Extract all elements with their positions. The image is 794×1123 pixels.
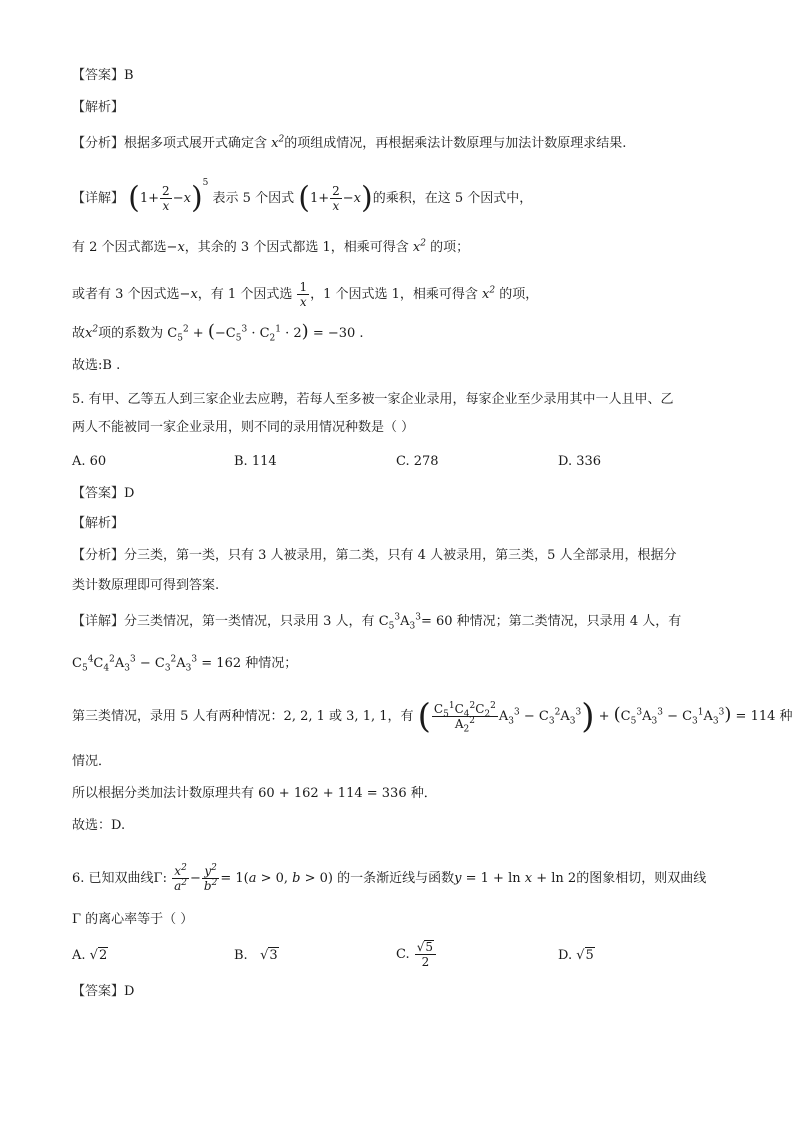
q5-stem-line1 bbox=[72, 390, 674, 410]
answer-value: D bbox=[124, 486, 135, 501]
q6-answer-line bbox=[72, 982, 134, 1002]
xj-4: 情况． bbox=[72, 754, 112, 769]
q6-option-a bbox=[72, 946, 108, 966]
math-sqrt5: √5 bbox=[576, 948, 594, 963]
q4-answer-line bbox=[72, 66, 134, 86]
math-sqrt2: √2 bbox=[89, 948, 108, 963]
q5-option-b: B. 114 bbox=[234, 454, 277, 469]
q5-option-a: A. 60 bbox=[72, 454, 107, 469]
line4-a: 故 bbox=[72, 326, 86, 341]
line4-c: = −30 . bbox=[312, 326, 364, 341]
q5-xiangjie-line3 bbox=[72, 696, 793, 737]
xj-3c: ，有 bbox=[387, 709, 414, 724]
math-x2: $x^2$ bbox=[267, 134, 285, 151]
math-sqrt5-over-2: $\frac{√5}{2}$ bbox=[415, 940, 436, 969]
math-coefficient-expr: $C_5^2 + (-C_5^3 \cdot C_2^1 \cdot 2)$ bbox=[167, 321, 309, 344]
fenxi-text2: 的项组成情况，再根据乘法计数原理与加法计数原理求结果. bbox=[284, 136, 627, 151]
math-x2: $x^2$ bbox=[477, 285, 496, 302]
xj-3a: 第三类情况，录用 5 人有两种情况： bbox=[72, 709, 284, 724]
option-letter: B. bbox=[234, 948, 248, 963]
answer-label: 【答案】 bbox=[72, 486, 125, 501]
fenxi-text2: 类计数原理即可得到答案. bbox=[72, 578, 220, 593]
fenxi-text1: 分三类，第一类，只有 3 人被录用，第二类，只有 4 人被录用，第三类，5 人全部录用，根据分 bbox=[124, 548, 677, 563]
xj-2b: = 162 种情况； bbox=[201, 656, 298, 671]
analysis-label: 【解析】 bbox=[72, 516, 125, 531]
math-c53a33: $C_5^3A_3^3$ bbox=[378, 612, 421, 632]
xj-1b: = 60 种情况；第二类情况，只录用 4 人，有 bbox=[420, 614, 682, 629]
line3-d: 的项， bbox=[499, 287, 539, 302]
q6-stem1c: 的图象相切，则双曲线 bbox=[576, 871, 707, 886]
q5-stem-line2 bbox=[72, 418, 414, 438]
q6-stem-line2 bbox=[72, 910, 193, 930]
q4-choose bbox=[72, 356, 120, 376]
q6-stem1a: 6. 已知双曲线 bbox=[72, 871, 154, 886]
answer-label: 【答案】 bbox=[72, 68, 125, 83]
q5-xiangjie-line2 bbox=[72, 654, 297, 674]
q5-option-d: D. 336 bbox=[558, 454, 602, 469]
q6-option-c bbox=[396, 940, 437, 969]
fenxi-label: 【分析】 bbox=[72, 548, 125, 563]
q4-analysis-label bbox=[72, 98, 124, 118]
fenxi-label: 【分析】 bbox=[72, 136, 125, 151]
math-sqrt3: √3 bbox=[260, 948, 278, 963]
q5-xiangjie-line5 bbox=[72, 784, 437, 804]
math-neg-x: −x bbox=[179, 287, 198, 302]
math-one-over-x: $\frac{1}{x}$ bbox=[299, 280, 308, 309]
xj-3b: 2, 2, 1 或 3, 1, 1 bbox=[283, 709, 388, 724]
q5-analysis-label bbox=[72, 514, 124, 534]
q5-option-c: C. 278 bbox=[396, 454, 439, 469]
line4-b: 项的系数为 bbox=[98, 326, 164, 341]
line3-c: ，1 个因式选 1，相乘可得含 bbox=[310, 287, 478, 302]
math-hyperbola-eq: $\frac{x^2}{a^2}$ − $\frac{y^2}{b^2}$ = 1(a > 0, b > 0) bbox=[174, 863, 333, 893]
xj-5: 所以根据分类加法计数原理共有 60 + 162 + 114 = 336 种． bbox=[72, 786, 437, 801]
math-gamma: Γ: bbox=[153, 871, 172, 886]
math-binomial-expr: (1+ $\frac{2}{x}$ −x)$^5$ bbox=[128, 177, 209, 216]
answer-value: D bbox=[124, 984, 135, 999]
xj-3d: = 114 种 bbox=[735, 709, 793, 724]
q5-stem1: 5. 有甲、乙等五人到三家企业去应聘，若每人至多被一家企业录用，每家企业至少录用其中一人且甲、乙 bbox=[72, 392, 674, 407]
math-x2: $x^2$ bbox=[85, 324, 99, 341]
math-factor-expr: (1+ $\frac{2}{x}$ −x) bbox=[298, 180, 373, 216]
q4-line4 bbox=[72, 322, 364, 344]
answer-label: 【答案】 bbox=[72, 984, 125, 999]
q6-stem-line1 bbox=[72, 864, 706, 893]
q5-choose bbox=[72, 816, 125, 836]
q4-xiangjie-line bbox=[72, 177, 533, 216]
q5-xiangjie-line4 bbox=[72, 752, 111, 772]
q5-xiangjie-line1 bbox=[72, 612, 681, 632]
q5-answer-line bbox=[72, 484, 134, 504]
xiangjie-label: 【详解】 bbox=[72, 191, 125, 206]
choose-text: 故选:B . bbox=[72, 358, 121, 373]
analysis-label: 【解析】 bbox=[72, 100, 125, 115]
choose-text: 故选：D. bbox=[72, 818, 126, 833]
math-four-person-expr: $C_5^4C_4^2A_3^3 - C_3^2A_3^3$ bbox=[72, 654, 198, 674]
answer-value: B bbox=[124, 68, 134, 83]
q6-stem1b: 的一条渐近线与函数 bbox=[337, 871, 455, 886]
q6-option-d bbox=[558, 946, 595, 966]
q6-option-b bbox=[234, 946, 279, 966]
q4-fenxi-line bbox=[72, 134, 626, 154]
math-neg-x: −x bbox=[166, 240, 185, 255]
q5-stem2: 两人不能被同一家企业录用，则不同的录用情况种数是（ ） bbox=[72, 420, 415, 435]
line2-b: ，其余的 3 个因式都选 1，相乘可得含 bbox=[184, 240, 409, 255]
xiangjie-text1: 表示 5 个因式 bbox=[212, 191, 295, 206]
option-letter: C. bbox=[396, 947, 410, 962]
line3-b: ，有 1 个因式选 bbox=[197, 287, 293, 302]
xiangjie-label: 【详解】 bbox=[72, 614, 125, 629]
q5-fenxi-line2 bbox=[72, 576, 219, 596]
q5-fenxi-line1 bbox=[72, 546, 677, 566]
line2-a: 有 2 个因式都选 bbox=[72, 240, 167, 255]
q4-line2 bbox=[72, 238, 469, 258]
math-five-person-expr: ( $\frac{C_5^1C_4^2C_2^2}{A_2^2}$ $A_3^3 - C_3^2A_3^3) + (C_5^3A_3^3 - C_3^1A_3^3)$ bbox=[417, 696, 732, 737]
q6-stem2: Γ 的离心率等于（ ） bbox=[72, 912, 194, 927]
xj-1a: 分三类情况，第一类情况，只录用 3 人，有 bbox=[124, 614, 375, 629]
math-function-eq: y = 1 + ln x + ln 2 bbox=[454, 871, 577, 886]
math-x2: $x^2$ bbox=[408, 238, 426, 255]
fenxi-text: 根据多项式展开式确定含 bbox=[124, 136, 268, 151]
q4-line3 bbox=[72, 280, 538, 309]
xiangjie-text2: 的乘积，在这 5 个因式中， bbox=[372, 191, 533, 206]
line3-a: 或者有 3 个因式选 bbox=[72, 287, 180, 302]
option-letter: D. bbox=[558, 948, 573, 963]
line2-c: 的项； bbox=[430, 240, 470, 255]
option-letter: A. bbox=[72, 948, 86, 963]
